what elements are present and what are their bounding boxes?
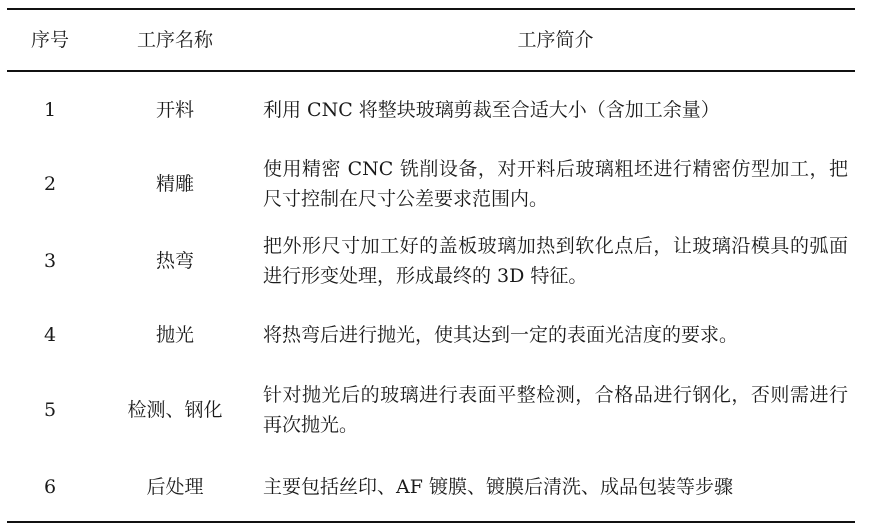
table-bottom-rule <box>7 521 855 523</box>
row-no: 1 <box>43 99 57 121</box>
row-no: 2 <box>43 173 57 195</box>
row-name: 检测、钢化 <box>127 399 223 421</box>
row-no: 4 <box>43 324 57 346</box>
row-name: 热弯 <box>155 250 194 272</box>
row-desc: 针对抛光后的玻璃进行表面平整检测，合格品进行钢化，否则需进行再次抛光。 <box>263 384 848 436</box>
row-name: 抛光 <box>155 324 194 346</box>
row-no: 5 <box>43 399 57 421</box>
header-desc: 工序简介 <box>517 29 594 51</box>
row-name: 后处理 <box>146 476 204 498</box>
row-desc: 把外形尺寸加工好的盖板玻璃加热到软化点后，让玻璃沿模具的弧面进行形变处理，形成最终的 3D 特征。 <box>263 235 848 287</box>
row-desc: 主要包括丝印、AF 镀膜、镀膜后清洗、成品包装等步骤 <box>263 476 733 498</box>
row-desc: 使用精密 CNC 铣削设备，对开料后玻璃粗坯进行精密仿型加工，把尺寸控制在尺寸公差要求范围内。 <box>263 158 848 210</box>
header-name: 工序名称 <box>136 29 213 51</box>
header-no: 序号 <box>30 29 69 51</box>
row-name: 精雕 <box>155 173 194 195</box>
table-top-rule <box>7 8 855 10</box>
row-no: 6 <box>43 476 57 498</box>
row-no: 3 <box>43 250 57 272</box>
row-name: 开料 <box>155 99 194 121</box>
table-header-rule <box>7 70 855 72</box>
row-desc: 将热弯后进行抛光，使其达到一定的表面光洁度的要求。 <box>263 324 739 346</box>
row-desc: 利用 CNC 将整块玻璃剪裁至合适大小（含加工余量） <box>263 99 720 121</box>
